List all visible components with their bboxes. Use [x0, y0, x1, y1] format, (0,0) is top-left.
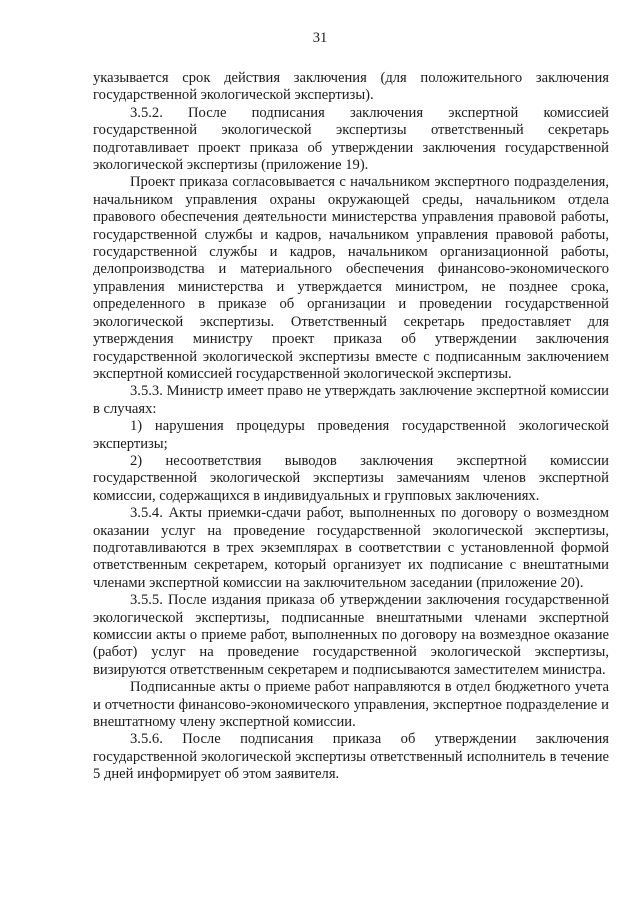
paragraph-3-5-4: 3.5.4. Акты приемки-сдачи работ, выполненных по договору о возмездном оказании услуг на проведение государственной экологической экспертизы, подготавливаются в трех экземплярах в соответствии с установленной формой ответственным секретарем, который организует их подписание с внештатными членами экспертной комиссии на заключительном заседании (приложение 20). [93, 505, 609, 591]
document-body [93, 70, 609, 784]
paragraph-draft-order-approval: Проект приказа согласовывается с начальником экспертного подразделения, начальником управления охраны окружающей среды, начальником отдела правового обеспечения деятельности министерства управления правовой работы, государственной службы и кадров, начальником управления правовой работы, государственной службы и кадров, начальником организационной работы, делопроизводства и материального обеспечения финансово-экономического управления министерства и утверждается министром, не позднее срока, определенного в приказе об организации и проведении государственной экологической экспертизы. Ответственный секретарь предоставляет для утверждения министру проект приказа об утверждении заключения государственной экологической экспертизы вместе с подписанным заключением экспертной комиссией государственной экологической экспертизы. [93, 174, 609, 382]
paragraph-continuation: указывается срок действия заключения (для положительного заключения государственной экологической экспертизы). [93, 70, 609, 104]
paragraph-3-5-2: 3.5.2. После подписания заключения экспертной комиссией государственной экологической экспертизы ответственный секретарь подготавливает проект приказа об утверждении заключения государственной экологической экспертизы (приложение 19). [93, 104, 609, 174]
paragraph-3-5-3: 3.5.3. Министр имеет право не утверждать заключение экспертной комиссии в случаях: [93, 383, 609, 417]
paragraph-signed-acts: Подписанные акты о приеме работ направляются в отдел бюджетного учета и отчетности финансово-экономического управления, экспертное подразделение и внештатному члену экспертной комиссии. [93, 679, 609, 731]
list-item-2: 2) несоответствия выводов заключения экспертной комиссии государственной экологической экспертизы замечаниям членов экспертной комиссии, содержащихся в индивидуальных и групповых заключениях. [93, 452, 609, 504]
paragraph-3-5-5: 3.5.5. После издания приказа об утверждении заключения государственной экологической экспертизы, подписанные внештатными членами экспертной комиссии акты о приеме работ, выполненных по договору на возмездное оказание (работ) услуг на проведение государственной экологической экспертизы, визируются ответственным секретарем и подписываются заместителем министра. [93, 592, 609, 678]
list-item-1: 1) нарушения процедуры проведения государственной экологической экспертизы; [93, 418, 609, 452]
paragraph-3-5-6: 3.5.6. После подписания приказа об утверждении заключения государственной экологической экспертизы ответственный исполнитель в течение 5 дней информирует об этом заявителя. [93, 731, 609, 783]
page-number: 31 [312, 30, 328, 46]
